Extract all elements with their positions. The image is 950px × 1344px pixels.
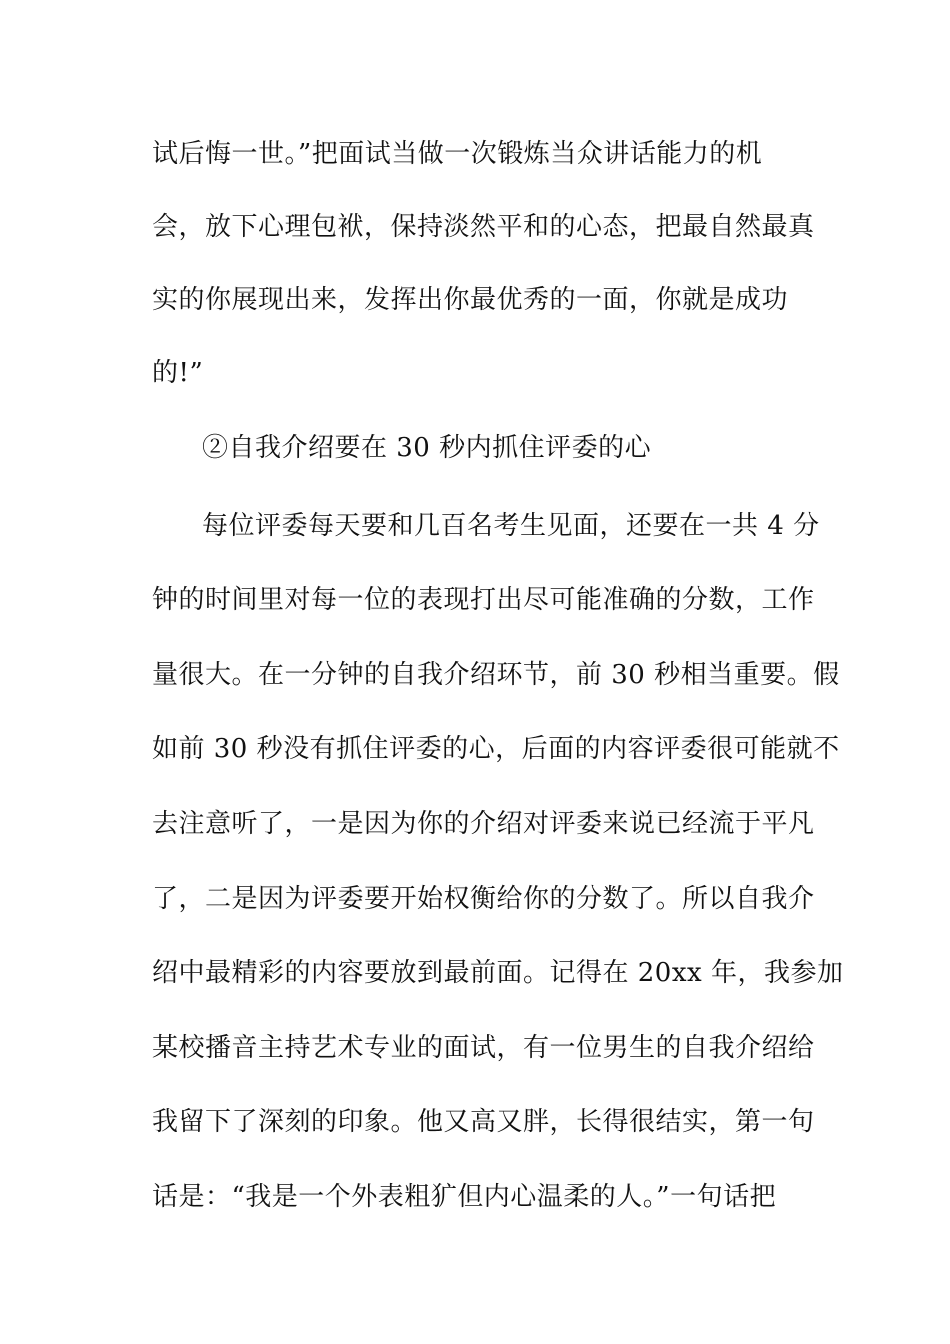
paragraph-line: 去注意听了，一是因为你的介绍对评委来说已经流于平凡 xyxy=(152,809,815,839)
paragraph-line: 绍中最精彩的内容要放到最前面。记得在 20xx 年，我参加 xyxy=(152,958,844,988)
section-heading: ②自我介绍要在 30 秒内抓住评委的心 xyxy=(202,433,652,463)
paragraph-line: 如前 30 秒没有抓住评委的心，后面的内容评委很可能就不 xyxy=(152,734,840,764)
paragraph-line: 的!” xyxy=(152,358,204,388)
paragraph-line: 我留下了深刻的印象。他又高又胖，长得很结实，第一句 xyxy=(152,1107,815,1137)
paragraph-line: 量很大。在一分钟的自我介绍环节，前 30 秒相当重要。假 xyxy=(152,660,840,690)
paragraph-line: 试后悔一世。”把面试当做一次锻炼当众讲话能力的机 xyxy=(152,139,763,169)
paragraph-line: 每位评委每天要和几百名考生见面，还要在一共 4 分 xyxy=(202,511,820,541)
paragraph-line: 了，二是因为评委要开始权衡给你的分数了。所以自我介 xyxy=(152,884,815,914)
paragraph-line: 会，放下心理包袱，保持淡然平和的心态，把最自然最真 xyxy=(152,212,815,242)
paragraph-line: 实的你展现出来，发挥出你最优秀的一面，你就是成功 xyxy=(152,285,789,315)
paragraph-line: 某校播音主持艺术专业的面试，有一位男生的自我介绍给 xyxy=(152,1033,815,1063)
paragraph-line: 话是：“我是一个外表粗犷但内心温柔的人。”一句话把 xyxy=(152,1182,777,1212)
paragraph-line: 钟的时间里对每一位的表现打出尽可能准确的分数，工作 xyxy=(152,585,815,615)
